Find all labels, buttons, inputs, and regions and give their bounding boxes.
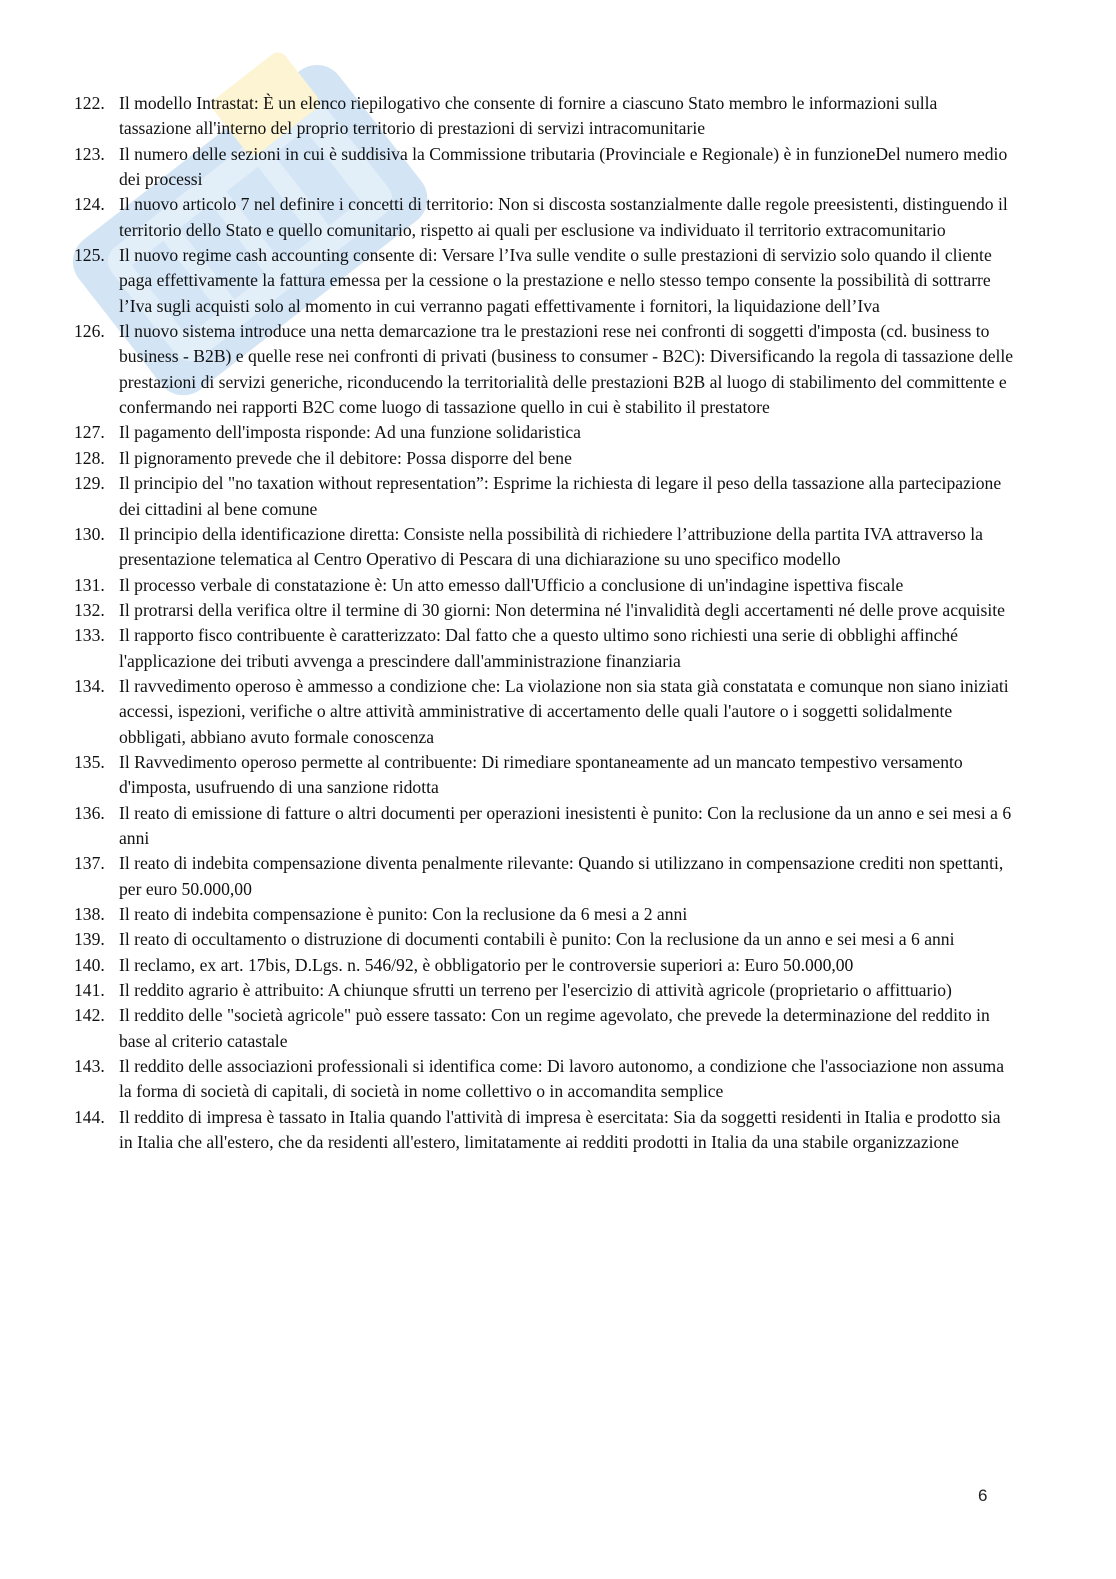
item-text: Il numero delle sezioni in cui è suddisiva la Commissione tributaria (Provinciale e Regionale) è in funzioneDel numero medio dei processi	[119, 143, 1008, 190]
list-item	[74, 91, 1014, 142]
item-number: 130.	[74, 523, 105, 544]
item-text: Il protrarsi della verifica oltre il termine di 30 giorni: Non determina né l'invalidità degli accertamenti né delle prove acquisite	[119, 599, 1005, 620]
item-number: 123.	[74, 143, 105, 164]
list-item	[74, 1003, 1014, 1054]
item-number: 137.	[74, 853, 105, 874]
list-item	[74, 319, 1014, 420]
item-text: Il principio del "no taxation without representation”: Esprime la richiesta di legare il peso della tassazione alla partecipazione dei cittadini al bene comune	[119, 473, 1002, 519]
item-number: 140.	[74, 954, 105, 975]
item-number: 128.	[74, 447, 105, 468]
item-number: 132.	[74, 599, 105, 620]
item-text: Il principio della identificazione diretta: Consiste nella possibilità di richiedere l’attribuzione della partita IVA attraverso la presentazione telematica al Centro Operativo di Pescara di una dichiarazione su uno specifico modello	[119, 523, 983, 570]
item-number: 125.	[74, 245, 105, 266]
item-text: Il reato di emissione di fatture o altri documenti per operazioni inesistenti è punito: Con la reclusione da un anno e sei mesi a 6 anni	[119, 802, 1012, 848]
item-number: 142.	[74, 1005, 105, 1026]
item-text: Il nuovo regime cash accounting consente di: Versare l’Iva sulle vendite o sulle prestazioni di servizio solo quando il cliente paga effettivamente la fattura emessa per la cessione o la prestazione e nello stesso tempo consente la possibilità di sottrarre l’Iva sugli acquisti solo al momento in cui verranno pagati effettivamente i fornitori, la liquidazione dell’Iva	[119, 245, 992, 316]
list-item	[74, 1054, 1014, 1105]
item-number: 144.	[74, 1106, 105, 1127]
list-item	[74, 623, 1014, 674]
page-number: 6	[978, 1486, 988, 1505]
list-item	[74, 953, 1014, 978]
item-text: Il reato di indebita compensazione è punito: Con la reclusione da 6 mesi a 2 anni	[119, 904, 688, 924]
list-item	[74, 471, 1014, 522]
item-text: Il nuovo articolo 7 nel definire i concetti di territorio: Non si discosta sostanzialmente dalle regole preesistenti, distinguendo il territorio dello Stato e quello comunitario, rispetto ai quali per esclusione va individuato il territorio extracomunitario	[119, 194, 1008, 240]
item-text: Il reato di indebita compensazione diventa penalmente rilevante: Quando si utilizzano in compensazione crediti non spettanti, per euro 50.000,00	[119, 853, 1004, 899]
item-text: Il processo verbale di constatazione è: Un atto emesso dall'Ufficio a conclusione di un'indagine ispettiva fiscale	[119, 574, 904, 595]
item-text: Il pagamento dell'imposta risponde: Ad una funzione solidaristica	[119, 422, 581, 443]
item-number: 131.	[74, 574, 105, 595]
item-number: 135.	[74, 751, 105, 772]
item-text: Il rapporto fisco contribuente è caratterizzato: Dal fatto che a questo ultimo sono richiesti una serie di obblighi affinché l'applicazione dei tributi avvenga a prescindere dall'amministrazione finanziaria	[119, 625, 958, 671]
list-item	[74, 598, 1014, 623]
item-number: 138.	[74, 904, 105, 924]
list-item	[74, 243, 1014, 319]
item-number: 143.	[74, 1056, 105, 1077]
item-number: 134.	[74, 675, 105, 696]
list-item	[74, 446, 1014, 471]
list-item	[74, 801, 1014, 852]
item-number: 133.	[74, 625, 105, 646]
item-number: 122.	[74, 93, 105, 113]
item-number: 124.	[74, 194, 105, 215]
list-item	[74, 142, 1014, 193]
item-text: Il ravvedimento operoso è ammesso a condizione che: La violazione non sia stata già constatata e comunque non siano iniziati accessi, ispezioni, verifiche o altre attività amministrative di accertamento delle quali l'autore o i soggetti solidalmente obbligati, abbiano avuto formale conoscenza	[119, 675, 1009, 747]
item-text: Il pignoramento prevede che il debitore: Possa disporre del bene	[119, 447, 572, 468]
item-text: Il reddito di impresa è tassato in Italia quando l'attività di impresa è esercitata: Sia da soggetti residenti in Italia e prodotto sia in Italia che all'estero, che da residenti all'estero, limitatamente ai redditi prodotti in Italia da una stabile organizzazione	[119, 1106, 1001, 1153]
list-item	[74, 1105, 1014, 1156]
item-text: Il Ravvedimento operoso permette al contribuente: Di rimediare spontaneamente ad un mancato tempestivo versamento d'imposta, usufruendo di una sanzione ridotta	[119, 751, 963, 798]
item-number: 126.	[74, 321, 105, 342]
list-item	[74, 420, 1014, 445]
item-number: 139.	[74, 929, 105, 950]
item-text: Il reddito agrario è attribuito: A chiunque sfrutti un terreno per l'esercizio di attività agricole (proprietario o affittuario)	[119, 980, 952, 1001]
item-text: Il modello Intrastat: È un elenco riepilogativo che consente di fornire a ciascuno Stato membro le informazioni sulla tassazione all'interno del proprio territorio di prestazioni di servizi intracomunitarie	[119, 93, 938, 139]
item-text: Il reddito delle "società agricole" può essere tassato: Con un regime agevolato, che prevede la determinazione del reddito in base al criterio catastale	[119, 1005, 990, 1051]
list-item	[74, 978, 1014, 1003]
question-answer-list	[74, 91, 1014, 1155]
list-item	[74, 902, 1014, 927]
list-item	[74, 750, 1014, 801]
item-number: 127.	[74, 422, 105, 443]
list-item	[74, 573, 1014, 598]
item-text: Il reddito delle associazioni professionali si identifica come: Di lavoro autonomo, a condizione che l'associazione non assuma la forma di società di capitali, di società in nome collettivo o in accomandita semplice	[119, 1056, 1005, 1102]
list-item	[74, 674, 1014, 750]
item-number: 136.	[74, 802, 105, 823]
item-number: 141.	[74, 980, 105, 1001]
item-text: Il reato di occultamento o distruzione di documenti contabili è punito: Con la reclusione da un anno e sei mesi a 6 anni	[119, 929, 955, 950]
item-text: Il nuovo sistema introduce una netta demarcazione tra le prestazioni rese nei confronti di soggetti d'imposta (cd. business to business - B2B) e quelle rese nei confronti di privati (business to consumer - B2C): Diversificando la regola di tassazione delle prestazioni di servizi generiche, riconducendo la territorialità delle prestazioni B2B al luogo di stabilimento del committente e confermando nei rapporti B2C come luogo di tassazione quello in cui è stabilito il prestatore	[119, 321, 1014, 418]
list-item	[74, 522, 1014, 573]
item-text: Il reclamo, ex art. 17bis, D.Lgs. n. 546/92, è obbligatorio per le controversie superiori a: Euro 50.000,00	[119, 954, 854, 975]
list-item	[74, 851, 1014, 902]
item-number: 129.	[74, 473, 105, 494]
list-item	[74, 927, 1014, 952]
list-item	[74, 192, 1014, 243]
